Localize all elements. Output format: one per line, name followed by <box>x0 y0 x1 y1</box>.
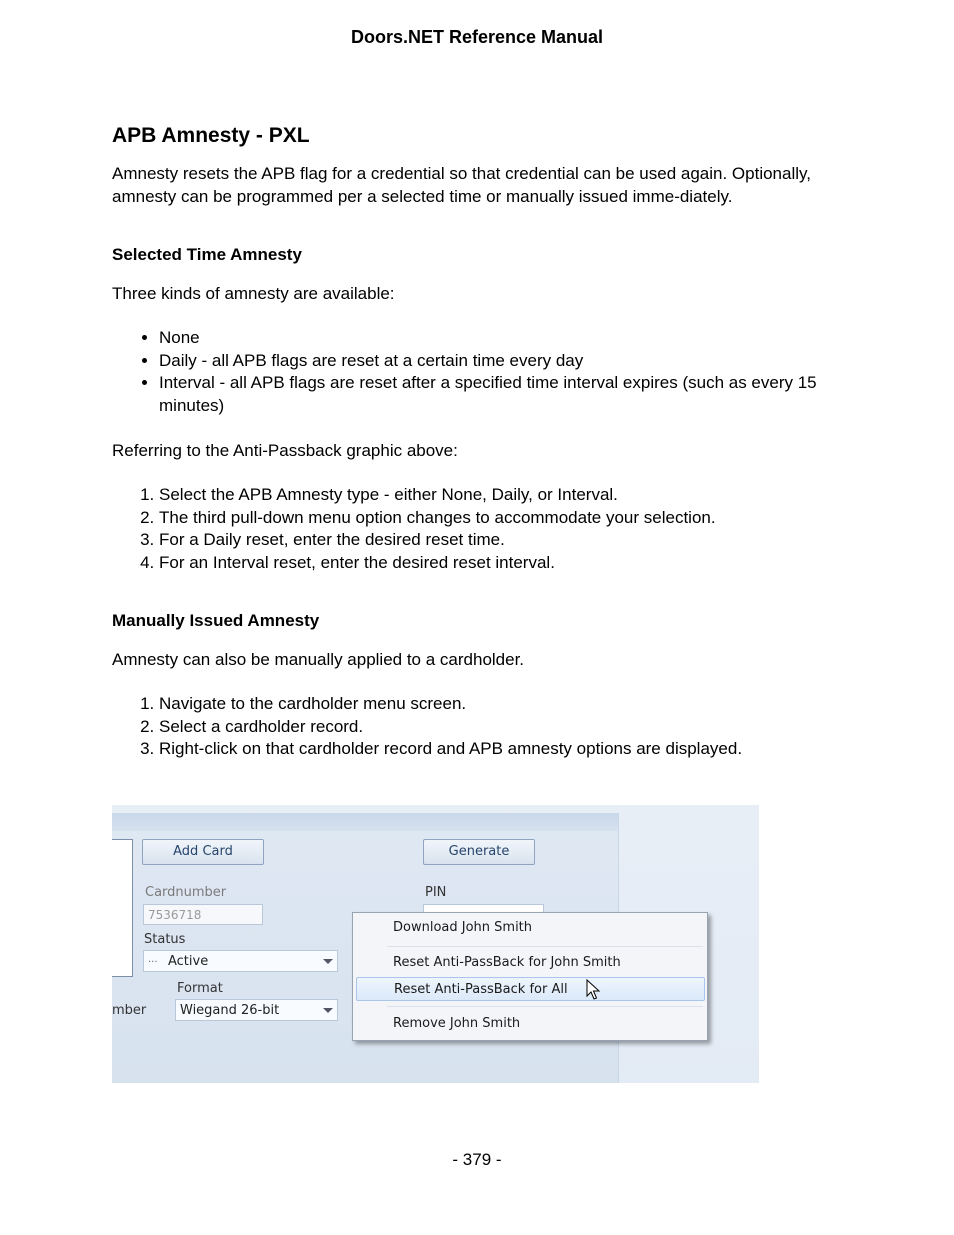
menu-item-download[interactable]: Download John Smith <box>393 920 533 935</box>
manual-lead: Amnesty can also be manually applied to a cardholder. <box>112 650 525 669</box>
add-card-button[interactable]: Add Card <box>142 839 264 865</box>
chevron-down-icon <box>323 1008 333 1013</box>
panel-tab-strip <box>112 813 618 831</box>
manual-heading: Manually Issued Amnesty <box>112 611 320 630</box>
cardnumber-field[interactable]: 7536718 <box>143 904 263 925</box>
photo-box <box>112 839 133 977</box>
page-number: - 379 - <box>452 1150 502 1169</box>
manual-header-title: Doors.NET Reference Manual <box>350 27 604 47</box>
list-item: 3. Right-click on that cardholder record and APB amnesty options are displayed. <box>159 738 842 761</box>
menu-separator <box>387 1006 703 1007</box>
list-item: • Daily - all APB flags are reset at a certain time every day <box>159 350 842 373</box>
manual-steps <box>112 693 842 761</box>
menu-item-remove[interactable]: Remove John Smith <box>393 1016 521 1031</box>
selected-time-heading: Selected Time Amnesty <box>112 245 302 264</box>
list-item: • None <box>159 327 842 350</box>
format-value: Wiegand 26-bit <box>180 1003 280 1018</box>
list-item: 3. For a Daily reset, enter the desired reset time. <box>159 529 842 552</box>
chevron-down-icon <box>323 959 333 964</box>
context-menu <box>352 912 708 1041</box>
status-select[interactable] <box>143 950 338 972</box>
list-item: 2. Select a cardholder record. <box>159 716 842 739</box>
pin-label: PIN <box>425 885 447 900</box>
menu-separator <box>387 946 703 947</box>
menu-item-reset-apb-all[interactable]: Reset Anti-PassBack for All <box>356 977 705 1001</box>
format-label: Format <box>177 981 223 996</box>
format-select[interactable] <box>175 999 338 1021</box>
intro-paragraph: Amnesty resets the APB flag for a credential so that credential can be used again. Optionally, amnesty can be programmed per a selected time or manually issued imme-diately. <box>112 164 811 206</box>
mouse-cursor-icon <box>586 979 602 1003</box>
list-item: 4. For an Interval reset, enter the desired reset interval. <box>159 552 842 575</box>
page-content <box>112 122 842 783</box>
generate-button[interactable]: Generate <box>423 839 535 865</box>
list-item: • Interval - all APB flags are reset after a specified time interval expires (such as every 15 minutes) <box>159 372 842 417</box>
section-title: APB Amnesty - PXL <box>112 124 310 147</box>
status-prefix: ... <box>148 954 158 965</box>
amnesty-kinds-list <box>112 327 842 417</box>
selected-time-steps <box>112 484 842 574</box>
cardholder-screenshot <box>112 805 759 1083</box>
list-item: 1. Select the APB Amnesty type - either None, Daily, or Interval. <box>159 484 842 507</box>
status-value: Active <box>168 954 209 969</box>
cardnumber-label: Cardnumber <box>145 885 227 900</box>
menu-item-reset-apb-john[interactable]: Reset Anti-PassBack for John Smith <box>393 955 621 970</box>
selected-time-lead: Three kinds of amnesty are available: <box>112 284 395 303</box>
list-item: 2. The third pull-down menu option changes to accommodate your selection. <box>159 507 842 530</box>
partial-field-label: mber <box>112 1003 147 1018</box>
referring-paragraph: Referring to the Anti-Passback graphic above: <box>112 441 458 460</box>
status-label: Status <box>144 932 186 947</box>
list-item: 1. Navigate to the cardholder menu screen. <box>159 693 842 716</box>
